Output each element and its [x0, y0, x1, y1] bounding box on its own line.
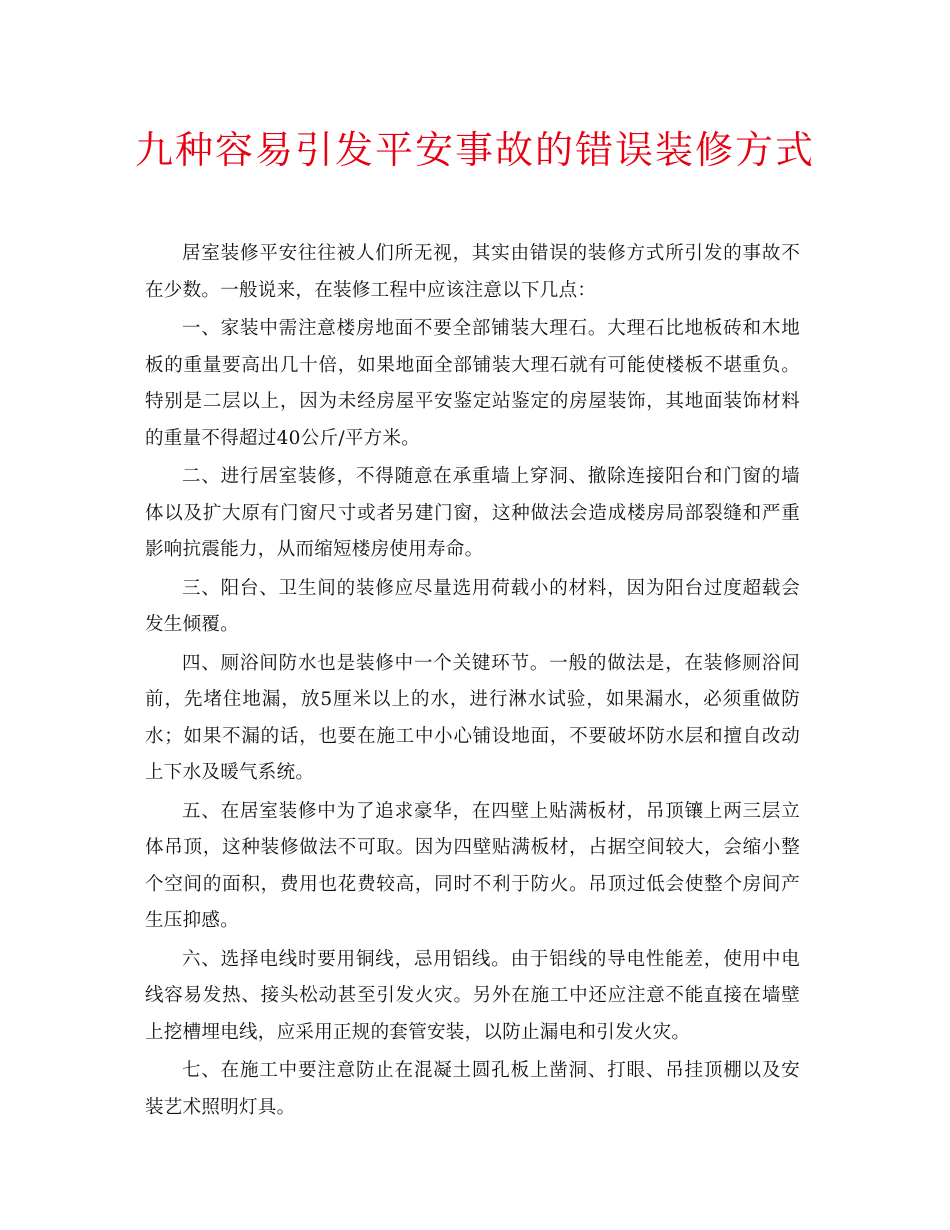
paragraph-item-1: 一、家装中需注意楼房地面不要全部铺装大理石。大理石比地板砖和木地板的重量要高出几十倍，如果地面全部铺装大理石就有可能使楼板不堪重负。特别是二层以上，因为未经房屋平安鉴定站鉴定的房屋装饰，其地面装饰材料的重量不得超过40公斤/平方米。	[145, 318, 800, 449]
paragraph-item-2: 二、进行居室装修，不得随意在承重墙上穿洞、撤除连接阳台和门窗的墙体以及扩大原有门窗尺寸或者另建门窗，这种做法会造成楼房局部裂缝和严重影响抗震能力，从而缩短楼房使用寿命。	[145, 466, 800, 560]
paragraph-item-4: 四、厕浴间防水也是装修中一个关键环节。一般的做法是，在装修厕浴间前，先堵住地漏，放5厘米以上的水，进行淋水试验，如果漏水，必须重做防水；如果不漏的话，也要在施工中小心铺设地面，不要破坏防水层和擅自改动上下水及暖气系统。	[145, 652, 800, 783]
article-body	[145, 236, 800, 1128]
paragraph-item-7: 七、在施工中要注意防止在混凝土圆孔板上凿洞、打眼、吊挂顶棚以及安装艺术照明灯具。	[145, 1060, 800, 1118]
paragraph-item-6: 六、选择电线时要用铜线，忌用铝线。由于铝线的导电性能差，使用中电线容易发热、接头松动甚至引发火灾。另外在施工中还应注意不能直接在墙壁上挖槽埋电线，应采用正规的套管安装，以防止漏电和引发火灾。	[145, 948, 800, 1043]
paragraph-item-5: 五、在居室装修中为了追求豪华，在四壁上贴满板材，吊顶镶上两三层立体吊顶，这种装修做法不可取。因为四壁贴满板材，占据空间较大，会缩小整个空间的面积，费用也花费较高，同时不利于防火。吊顶过低会使整个房间产生压抑感。	[145, 800, 800, 931]
page-title: 九种容易引发平安事故的错误装修方式	[134, 128, 815, 172]
paragraph-item-3: 三、阳台、卫生间的装修应尽量选用荷载小的材料，因为阳台过度超载会发生倾覆。	[145, 577, 800, 635]
paragraph-intro: 居室装修平安往往被人们所无视，其实由错误的装修方式所引发的事故不在少数。一般说来，在装修工程中应该注意以下几点：	[145, 243, 800, 301]
